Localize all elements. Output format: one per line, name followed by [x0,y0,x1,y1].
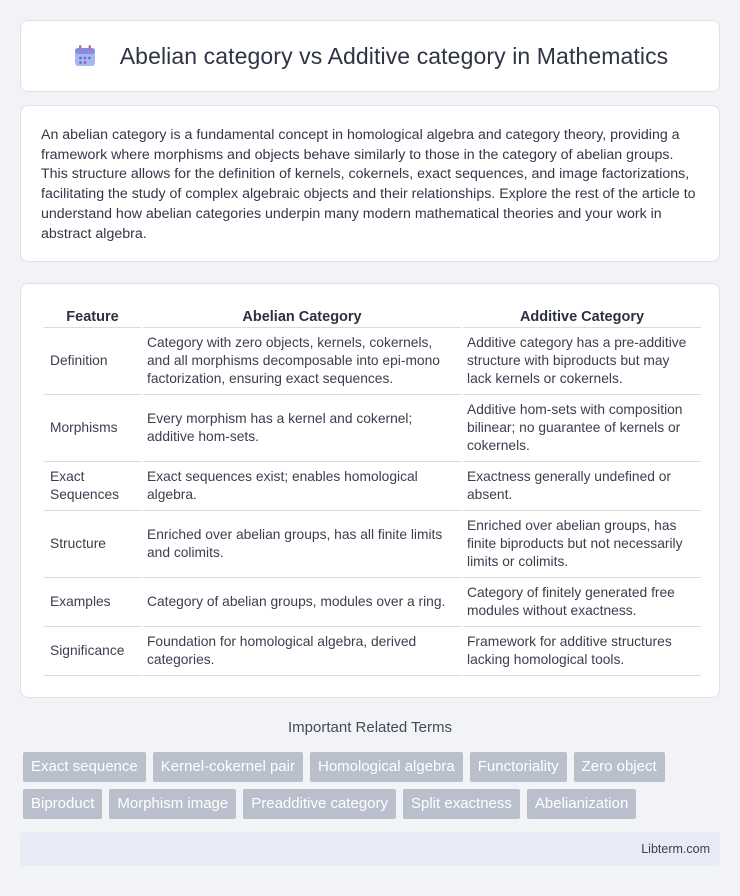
cell-feature: Definition [44,328,141,395]
comparison-table [42,302,703,676]
cell-additive: Framework for additive structures lacking homological tools. [463,627,701,676]
cell-feature: Significance [44,627,141,676]
page-title: Abelian category vs Additive category in Mathematics [119,42,669,69]
tag-morphism-image[interactable]: Morphism image [109,789,236,819]
table-header-row [44,302,701,328]
related-terms-list [23,752,713,819]
table-row [44,328,701,395]
cell-feature: Exact Sequences [44,462,141,511]
intro-card [20,105,720,262]
table-row [44,462,701,511]
cell-feature: Structure [44,511,141,578]
footer-site-link[interactable]: Libterm.com [641,842,710,856]
table-row [44,578,701,627]
calendar-icon [72,43,98,69]
related-terms-heading: Important Related Terms [288,719,452,736]
tag-biproduct[interactable]: Biproduct [23,789,102,819]
table-row [44,627,701,676]
cell-abelian: Enriched over abelian groups, has all finite limits and colimits. [143,511,461,578]
table-row [44,395,701,462]
cell-feature: Examples [44,578,141,627]
cell-abelian: Every morphism has a kernel and cokernel; additive hom-sets. [143,395,461,462]
cell-abelian: Category with zero objects, kernels, cokernels, and all morphisms decomposable into epi-mono factorization, ensuring exact sequences. [143,328,461,395]
cell-additive: Enriched over abelian groups, has finite biproducts but not necessarily limits or colimits. [463,511,701,578]
tag-abelianization[interactable]: Abelianization [527,789,636,819]
comparison-card [20,283,720,698]
cell-additive: Category of finitely generated free modules without exactness. [463,578,701,627]
cell-abelian: Foundation for homological algebra, derived categories. [143,627,461,676]
cell-abelian: Exact sequences exist; enables homological algebra. [143,462,461,511]
tag-homological-algebra[interactable]: Homological algebra [310,752,463,782]
header-additive: Additive Category [463,302,701,328]
cell-feature: Morphisms [44,395,141,462]
cell-abelian: Category of abelian groups, modules over a ring. [143,578,461,627]
tag-zero-object[interactable]: Zero object [574,752,665,782]
tag-kernel-cokernel-pair[interactable]: Kernel-cokernel pair [153,752,303,782]
footer [20,832,720,866]
table-row [44,511,701,578]
tag-functoriality[interactable]: Functoriality [470,752,567,782]
header-feature: Feature [44,302,141,328]
intro-text: An abelian category is a fundamental concept in homological algebra and category theory, providing a framework where morphisms and objects behave similarly to those in the category of abelian groups. This structure allows for the definition of kernels, cokernels, exact sequences, and image factorizations, facilitating the study of complex algebraic objects and their relationships. Explore the rest of the article to understand how abelian categories underpin many modern mathematical theories and your work in abstract algebra. [41,127,696,242]
tag-exact-sequence[interactable]: Exact sequence [23,752,146,782]
cell-additive: Additive category has a pre-additive structure with biproducts but may lack kernels or cokernels. [463,328,701,395]
tag-preadditive-category[interactable]: Preadditive category [243,789,396,819]
header-abelian: Abelian Category [143,302,461,328]
tag-split-exactness[interactable]: Split exactness [403,789,520,819]
cell-additive: Exactness generally undefined or absent. [463,462,701,511]
cell-additive: Additive hom-sets with composition bilinear; no guarantee of kernels or cokernels. [463,395,701,462]
title-card [20,20,720,92]
